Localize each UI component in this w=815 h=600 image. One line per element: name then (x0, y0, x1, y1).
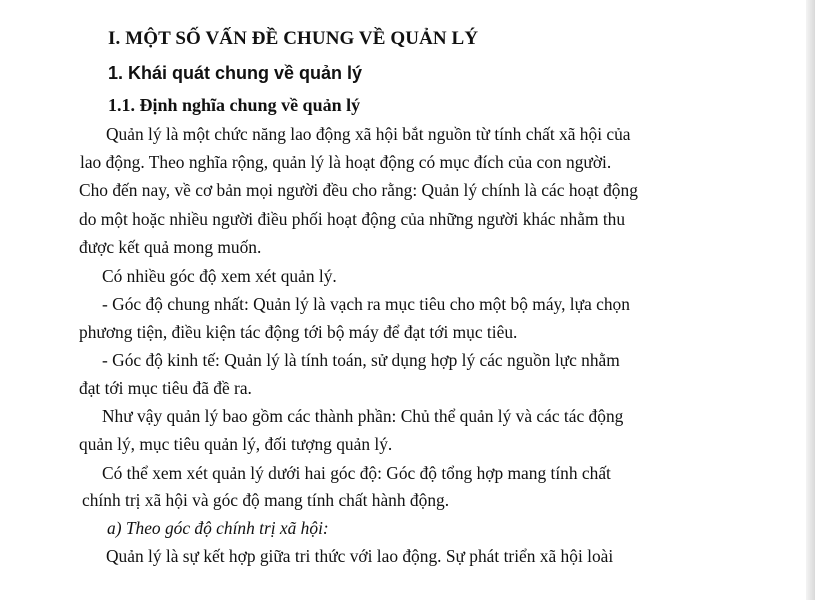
paragraph-2-line-1: Có nhiều góc độ xem xét quản lý. (102, 266, 337, 286)
paragraph-1-line-1: Quản lý là một chức năng lao động xã hội bắt nguồn từ tính chất xã hội của (106, 124, 631, 144)
paragraph-5-line-2: quản lý, mục tiêu quản lý, đối tượng quản lý. (79, 434, 393, 454)
paragraph-4-line-2: đạt tới mục tiêu đã đề ra. (79, 378, 252, 398)
paragraph-3-line-2: phương tiện, điều kiện tác động tới bộ máy để đạt tới mục tiêu. (79, 322, 518, 342)
paragraph-6-line-2: chính trị xã hội và góc độ mang tính chất hành động. (82, 490, 450, 510)
paragraph-5-line-1: Như vậy quản lý bao gồm các thành phần: Chủ thể quản lý và các tác động (102, 406, 624, 426)
page-edge-shadow (806, 0, 815, 600)
paragraph-7-line-1: Quản lý là sự kết hợp giữa tri thức với lao động. Sự phát triển xã hội loài (106, 546, 614, 566)
paragraph-1-line-4: do một hoặc nhiều người điều phối hoạt động của những người khác nhằm thu (79, 209, 626, 229)
paragraph-3-line-1: - Góc độ chung nhất: Quản lý là vạch ra mục tiêu cho một bộ máy, lựa chọn (102, 294, 630, 314)
paragraph-4-line-1: - Góc độ kinh tế: Quản lý là tính toán, sử dụng hợp lý các nguồn lực nhằm (102, 350, 620, 370)
section-heading: I. MỘT SỐ VẤN ĐỀ CHUNG VỀ QUẢN LÝ (108, 28, 479, 49)
paragraph-1-line-5: được kết quả mong muốn. (79, 237, 262, 257)
subheading-political-social: a) Theo góc độ chính trị xã hội: (107, 518, 329, 538)
subsection-heading: 1. Khái quát chung về quản lý (108, 63, 363, 83)
paragraph-1-line-3: Cho đến nay, về cơ bản mọi người đều cho rằng: Quản lý chính là các hoạt động (79, 180, 638, 200)
sub-subsection-heading: 1.1. Định nghĩa chung về quản lý (108, 95, 361, 115)
paragraph-6-line-1: Có thể xem xét quản lý dưới hai góc độ: Góc độ tổng hợp mang tính chất (102, 463, 611, 483)
paragraph-1-line-2: lao động. Theo nghĩa rộng, quản lý là hoạt động có mục đích của con người. (80, 152, 612, 172)
